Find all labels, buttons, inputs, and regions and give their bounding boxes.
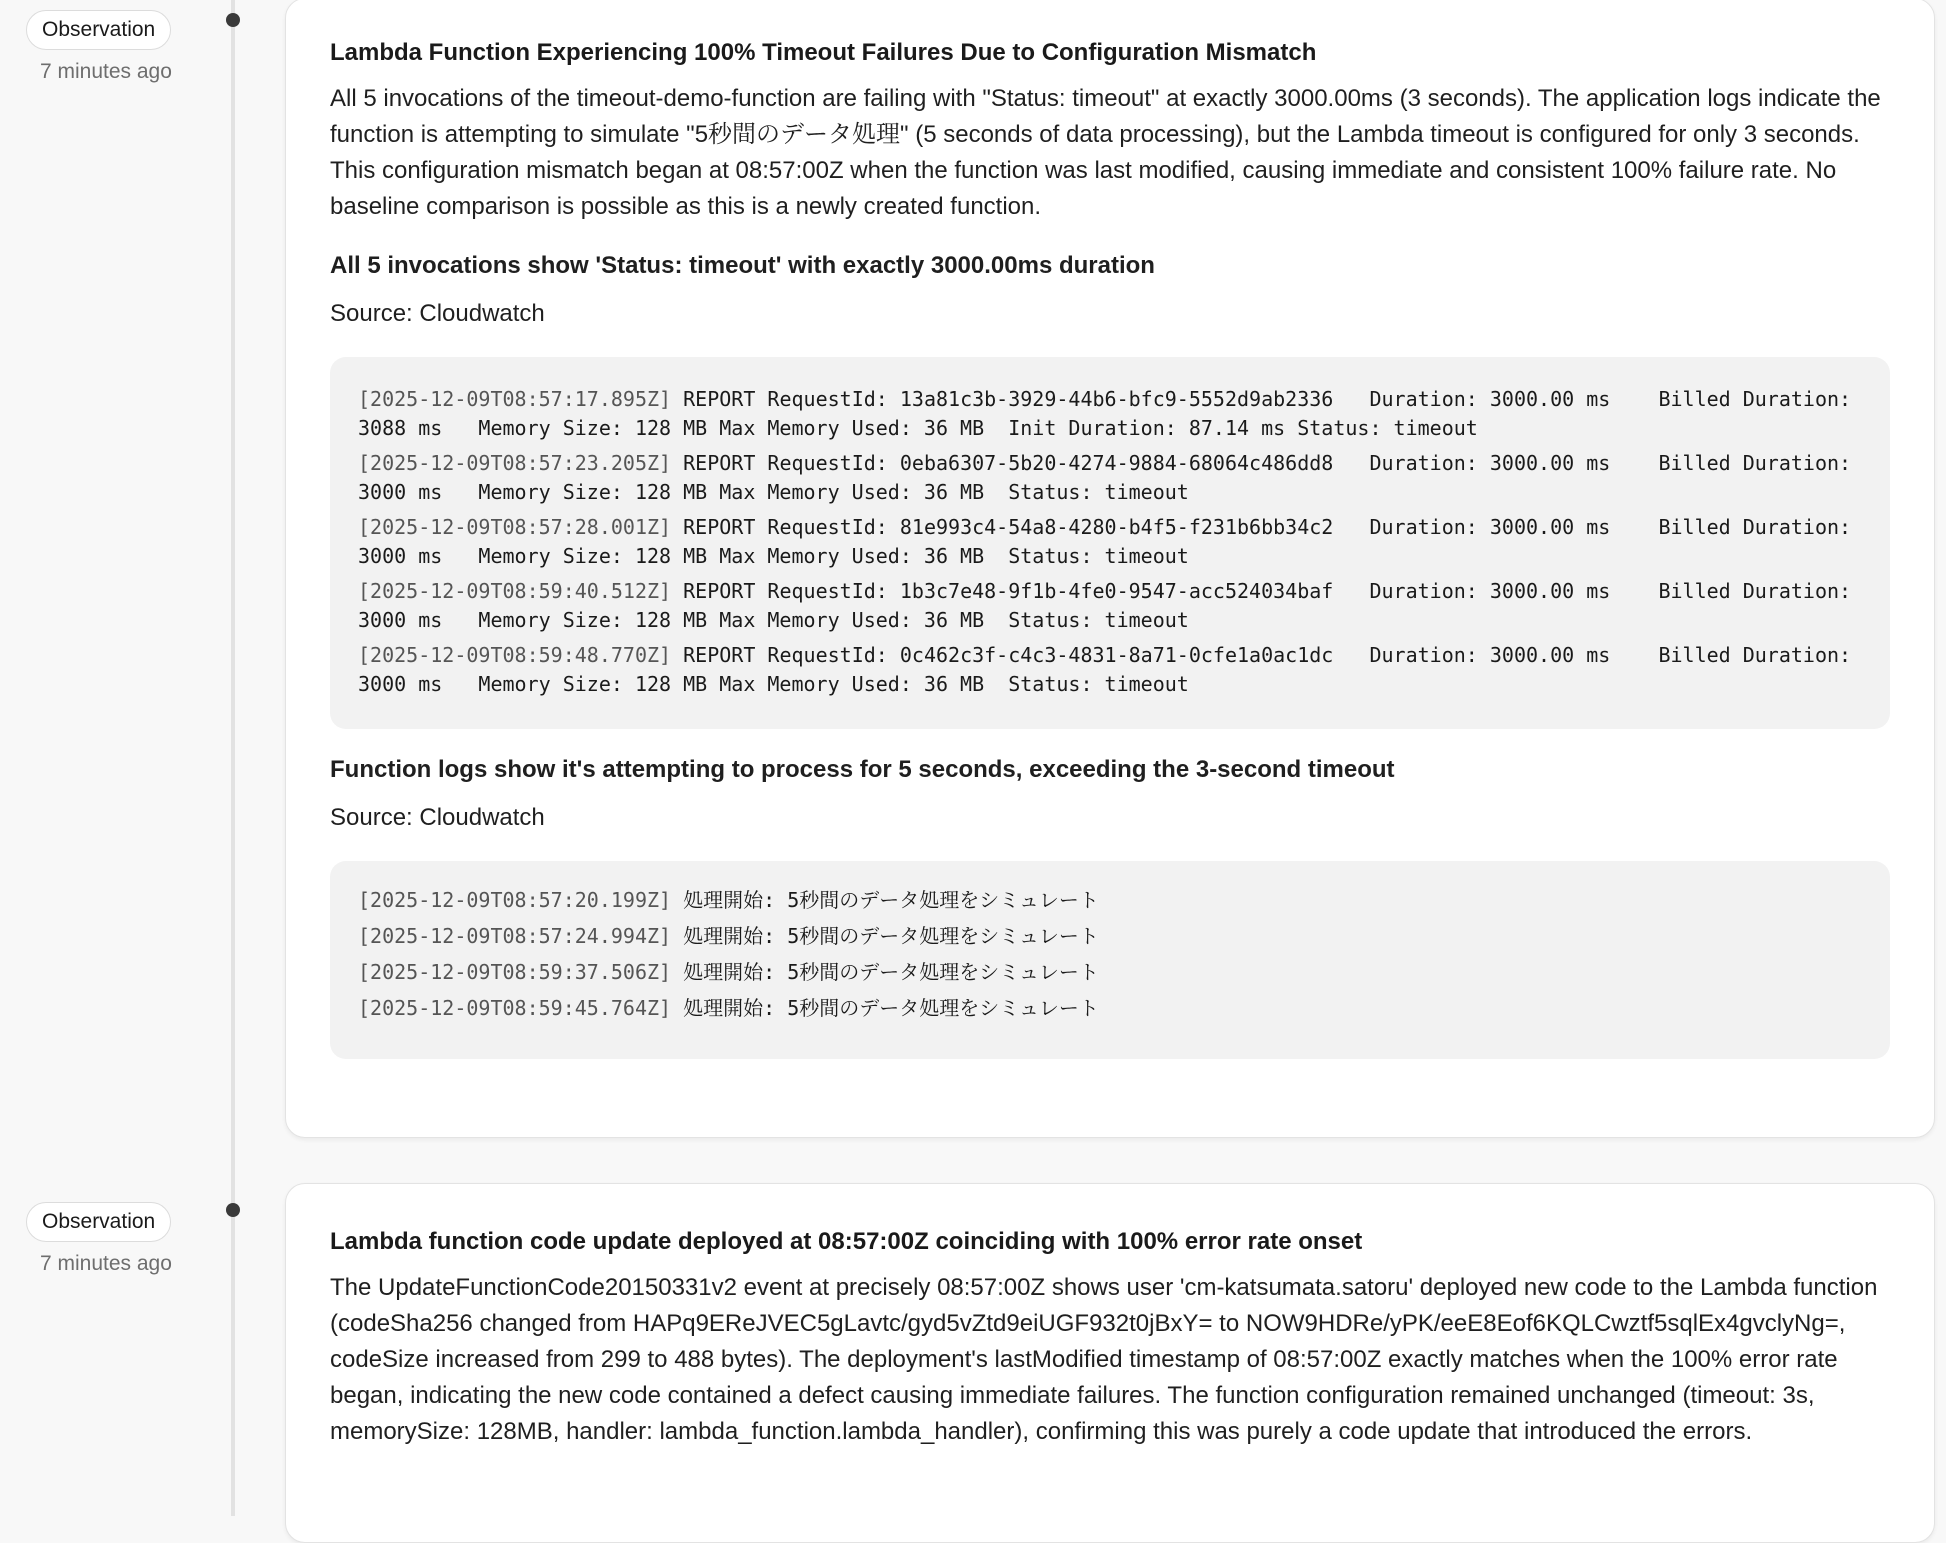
log-message: REPORT RequestId: 0eba6307-5b20-4274-9884-68064c486dd8 Duration: 3000.00 ms Billed Duration: 3000 ms Memory Size: 128 MB Max Memory Used: 36 MB Status: timeout — [358, 451, 1864, 504]
log-message: 処理開始: 5秒間のデータ処理をシミュレート — [671, 888, 1099, 912]
log-timestamp: [2025-12-09T08:57:24.994Z] — [358, 924, 672, 948]
observation-card — [285, 1183, 1935, 1543]
log-line — [358, 449, 1862, 507]
evidence-source: Source: Cloudwatch — [330, 804, 545, 831]
log-timestamp: [2025-12-09T08:59:48.770Z] — [358, 643, 672, 667]
log-timestamp: [2025-12-09T08:57:23.205Z] — [358, 451, 672, 475]
log-message: REPORT RequestId: 13a81c3b-3929-44b6-bfc9-5552d9ab2336 Duration: 3000.00 ms Billed Duration: 3088 ms Memory Size: 128 MB Max Memory Used: 36 MB Init Duration: 87.14 ms Status: timeout — [358, 387, 1864, 440]
log-message: 処理開始: 5秒間のデータ処理をシミュレート — [671, 996, 1099, 1020]
entry-meta — [26, 1202, 206, 1276]
log-line — [358, 385, 1862, 443]
log-timestamp: [2025-12-09T08:57:28.001Z] — [358, 515, 672, 539]
evidence-block — [330, 753, 1890, 1059]
observation-badge: Observation — [26, 10, 171, 50]
log-message: REPORT RequestId: 81e993c4-54a8-4280-b4f5-f231b6bb34c2 Duration: 3000.00 ms Billed Duration: 3000 ms Memory Size: 128 MB Max Memory Used: 36 MB Status: timeout — [358, 515, 1864, 568]
log-line — [358, 957, 1862, 987]
log-line — [358, 885, 1862, 915]
log-line — [358, 641, 1862, 699]
observation-description: The UpdateFunctionCode20150331v2 event at precisely 08:57:00Z shows user 'cm-katsumata.satoru' deployed new code to the Lambda function (codeSha256 changed from HAPq9EReJVEC5gLavtc/gyd5vZtd9eiUGF932t0jBxY= to NOW9HDRe/yPK/eeE8Eof6KQLCwztf5sqlEx4gvclyNg=, codeSize increased from 299 to 488 bytes). The deployment's lastModified timestamp of 08:57:00Z exactly matches when the 100% error rate began, indicating the new code contained a defect causing immediate failures. The function configuration remained unchanged (timeout: 3s, memorySize: 128MB, handler: lambda_function.lambda_handler), confirming this was purely a code update that introduced the errors. — [330, 1274, 1878, 1445]
log-timestamp: [2025-12-09T08:57:17.895Z] — [358, 387, 672, 411]
observation-card — [285, 0, 1935, 1138]
timeline-dot — [226, 13, 240, 27]
log-line — [358, 921, 1862, 951]
entry-timestamp: 7 minutes ago — [40, 1252, 172, 1275]
entry-timestamp: 7 minutes ago — [40, 60, 172, 83]
evidence-source: Source: Cloudwatch — [330, 300, 545, 327]
observation-title: Lambda function code update deployed at 08:57:00Z coinciding with 100% error rate onset — [330, 1228, 1363, 1255]
evidence-title: All 5 invocations show 'Status: timeout' with exactly 3000.00ms duration — [330, 252, 1155, 279]
log-box — [330, 861, 1890, 1059]
timeline-dot — [226, 1203, 240, 1217]
evidence-title: Function logs show it's attempting to process for 5 seconds, exceeding the 3-second timeout — [330, 756, 1395, 783]
log-timestamp: [2025-12-09T08:59:45.764Z] — [358, 996, 672, 1020]
log-timestamp: [2025-12-09T08:57:20.199Z] — [358, 888, 672, 912]
log-line — [358, 993, 1862, 1023]
log-message: 処理開始: 5秒間のデータ処理をシミュレート — [671, 924, 1099, 948]
log-line — [358, 513, 1862, 571]
log-timestamp: [2025-12-09T08:59:40.512Z] — [358, 579, 672, 603]
log-message: REPORT RequestId: 0c462c3f-c4c3-4831-8a71-0cfe1a0ac1dc Duration: 3000.00 ms Billed Duration: 3000 ms Memory Size: 128 MB Max Memory Used: 36 MB Status: timeout — [358, 643, 1864, 696]
observation-description: All 5 invocations of the timeout-demo-function are failing with "Status: timeout" at exactly 3000.00ms (3 seconds). The application logs indicate the function is attempting to simulate "5秒間のデータ処理" (5 seconds of data processing), but the Lambda timeout is configured for only 3 seconds. This configuration mismatch began at 08:57:00Z when the function was last modified, causing immediate and consistent 100% failure rate. No baseline comparison is possible as this is a newly created function. — [330, 85, 1881, 220]
observation-badge: Observation — [26, 1202, 171, 1242]
log-message: 処理開始: 5秒間のデータ処理をシミュレート — [671, 960, 1099, 984]
evidence-block — [330, 249, 1890, 729]
timeline-line — [231, 0, 235, 1516]
log-message: REPORT RequestId: 1b3c7e48-9f1b-4fe0-9547-acc524034baf Duration: 3000.00 ms Billed Duration: 3000 ms Memory Size: 128 MB Max Memory Used: 36 MB Status: timeout — [358, 579, 1864, 632]
observation-title: Lambda Function Experiencing 100% Timeout Failures Due to Configuration Mismatch — [330, 39, 1317, 66]
log-box — [330, 357, 1890, 729]
log-timestamp: [2025-12-09T08:59:37.506Z] — [358, 960, 672, 984]
entry-meta — [26, 10, 206, 84]
log-line — [358, 577, 1862, 635]
